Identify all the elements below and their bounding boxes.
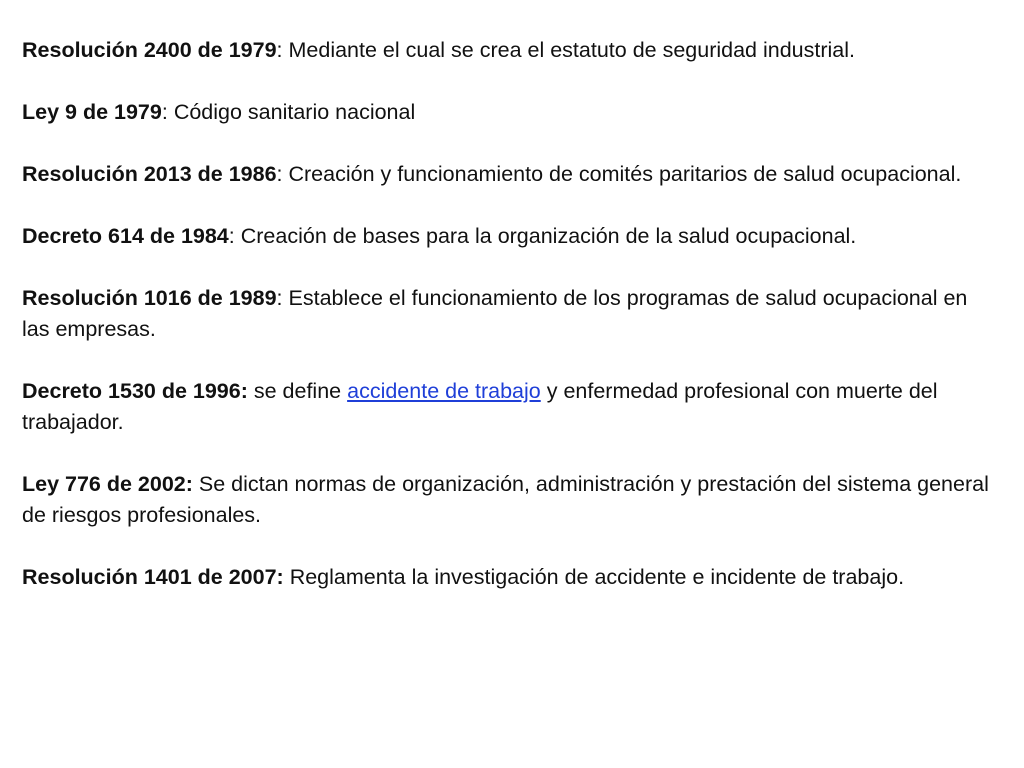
regulation-entry — [22, 35, 997, 66]
regulation-reference: Ley 9 de 1979 — [22, 100, 162, 124]
regulation-entry — [22, 159, 997, 190]
regulation-description: Mediante el cual se crea el estatuto de seguridad industrial. — [288, 38, 856, 62]
regulation-description: Se dictan normas de organización, administración y prestación del sistema general de riesgos profesionales. — [22, 472, 989, 527]
regulation-reference: Decreto 614 de 1984 — [22, 224, 229, 248]
regulation-reference: Ley 776 de 2002: — [22, 472, 193, 496]
regulation-description-start: se define — [247, 379, 348, 403]
regulation-reference: Resolución 2013 de 1986 — [22, 162, 277, 186]
regulation-description-end: y enfermedad profesional con muerte del trabajador. — [22, 379, 938, 434]
separator: : — [161, 100, 174, 124]
regulation-description: Código sanitario nacional — [173, 100, 416, 124]
regulation-entry — [22, 221, 997, 252]
separator: : — [228, 224, 241, 248]
regulation-reference: Resolución 1016 de 1989 — [22, 286, 277, 310]
regulation-description: Creación y funcionamiento de comités paritarios de salud ocupacional. — [288, 162, 962, 186]
separator: : — [276, 162, 289, 186]
regulation-entry — [22, 469, 997, 531]
regulation-description: Reglamenta la investigación de accidente e incidente de trabajo. — [289, 565, 905, 589]
regulation-description: Creación de bases para la organización de la salud ocupacional. — [240, 224, 857, 248]
separator: : — [276, 286, 289, 310]
regulation-reference: Resolución 1401 de 2007: — [22, 565, 284, 589]
regulation-reference: Resolución 2400 de 1979 — [22, 38, 277, 62]
regulation-entry — [22, 562, 997, 593]
separator: : — [276, 38, 289, 62]
regulation-description: Establece el funcionamiento de los programas de salud ocupacional en las empresas. — [22, 286, 968, 341]
regulation-entry — [22, 97, 997, 128]
regulation-entry — [22, 376, 997, 438]
accidente-de-trabajo-link[interactable]: accidente de trabajo — [347, 379, 541, 403]
regulations-list — [22, 35, 997, 593]
regulation-reference: Decreto 1530 de 1996: — [22, 379, 248, 403]
regulation-entry — [22, 283, 997, 345]
